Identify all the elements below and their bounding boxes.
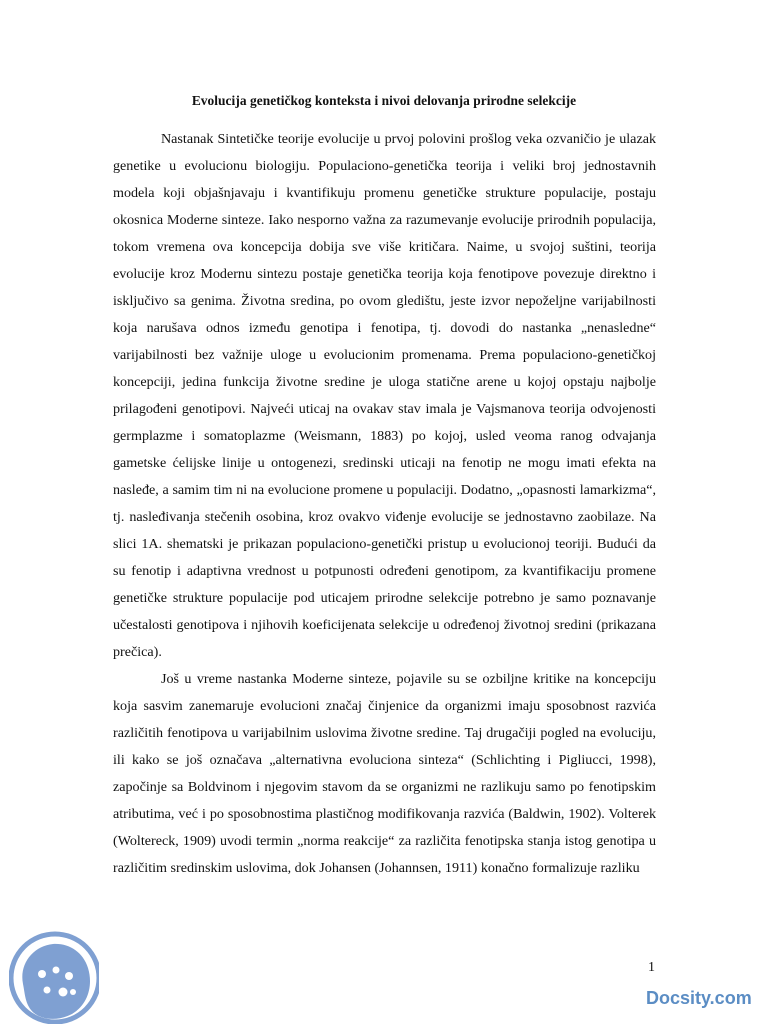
docsity-brand-text[interactable]: Docsity.com [646, 988, 752, 1008]
page-number: 1 [648, 960, 655, 975]
document-body [113, 126, 656, 882]
paragraph: Još u vreme nastanka Moderne sinteze, pojavile su se ozbiljne kritike na koncepciju koja sasvim zanemaruje evolucioni značaj činjenice da organizmi imaju sposobnost razvića različitih fenotipova u varijabilnim uslovima životne sredine. Taj drugačiji pogled na evoluciju, ili kako se još označava „alternativna evoluciona sinteza“ (Schlichting i Pigliucci, 1998), započinje sa Boldvinom i njegovim stavom da se organizmi ne razlikuju samo po fenotipskim atributima, već i po sposobnostima plastičnog modifikovanja razvića (Baldwin, 1902). Volterek (Woltereck, 1909) uvodi termin „norma reakcije“ za različita fenotipska stanja istog genotipa u različitim sredinskim uslovima, dok Johansen (Johannsen, 1911) konačno formalizuje razliku [113, 671, 656, 876]
docsity-logo-icon [9, 922, 99, 1024]
page-title: Evolucija genetičkog konteksta i nivoi delovanja prirodne selekcije [191, 93, 577, 108]
paragraph: Nastanak Sintetičke teorije evolucije u prvoj polovini prošlog veka ozvaničio je ulazak genetike u evolucionu biologiju. Populaciono-genetička teorija i veliki broj jednostavnih modela koji objašnjavaju i kvantifikuju promenu genetičke strukture populacije, postaju okosnica Moderne sinteze. Iako nesporno važna za razumevanje evolucije prirodnih populacija, tokom vremena ova koncepcija dobija sve više kritičara. Naime, u svojoj suštini, teorija evolucije kroz Modernu sintezu postaje genetička teorija koja fenotipove povezuje direktno i isključivo sa genima. Životna sredina, po ovom gledištu, jeste izvor nepoželjne varijabilnosti koja narušava odnos između genotipa i fenotipa, tj. dovodi do nastanka „nenasledne“ varijabilnosti bez važnije uloge u evolucionim promenama. Prema populaciono-genetičkoj koncepciji, jedina funkcija životne sredine je uloga statične arene u kojoj opstaju najbolje prilagođeni genotipovi. Najveći uticaj na ovakav stav imala je Vajsmanova teorija odvojenosti germplazme i somatoplazme (Weismann, 1883) po kojoj, usled veoma ranog odvajanja gametske ćelijske linije u ontogenezi, sredinski uticaji na fenotip ne mogu imati efekta na nasleđe, a samim tim ni na evolucione promene u populaciji. Dodatno, „opasnosti lamarkizma“, tj. nasleđivanja stečenih osobina, kroz ovakvo viđenje evolucije se jednostavno zaobilaze. Na slici 1A. shematski je prikazan populaciono-genetički pristup u evolucionoj teoriji. Budući da su fenotip i adaptivna vrednost u potpunosti određeni genotipom, za kvantifikaciju promene genetičke strukture populacije pod uticajem prirodne selekcije potrebno je samo poznavanje učestalosti genotipova i njihovih koeficijenata selekcije u određenoj životnoj sredini (prikazana prečica). [113, 131, 656, 660]
